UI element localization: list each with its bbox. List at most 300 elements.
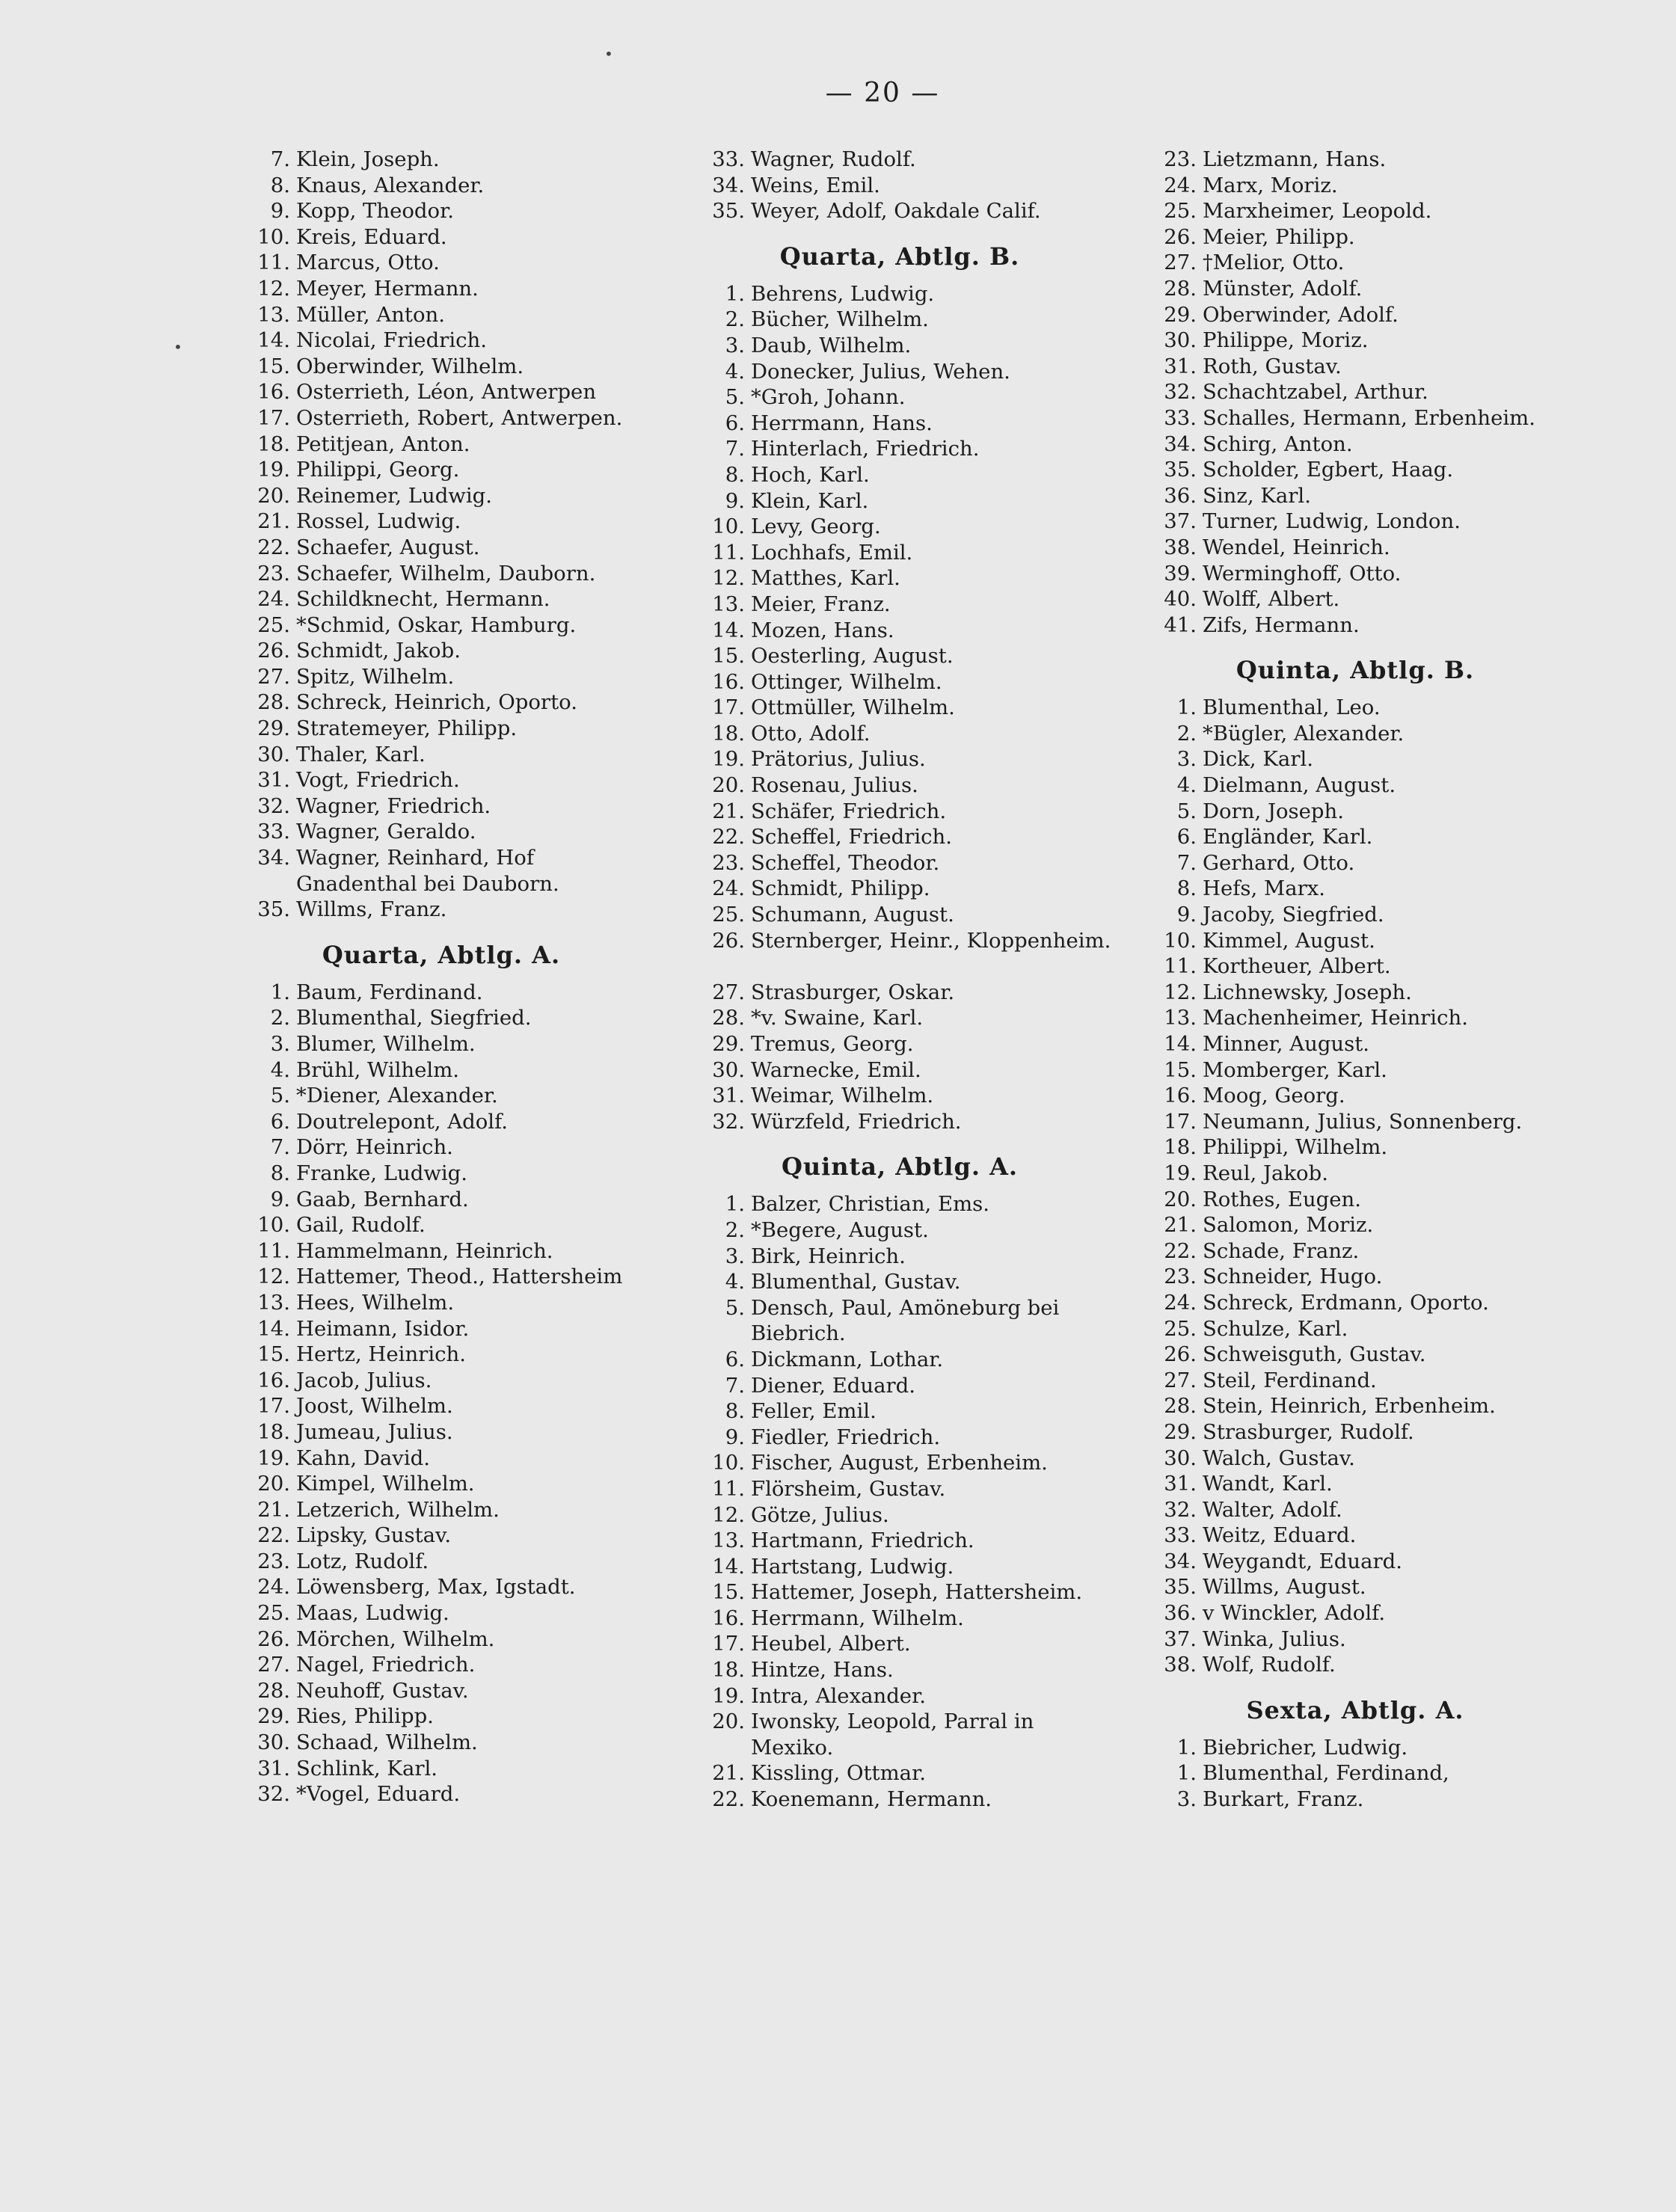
list-item xyxy=(224,1057,658,1084)
list-item xyxy=(224,586,658,612)
entry-name: Willms, Franz. xyxy=(296,897,447,922)
entry-number: 40. xyxy=(1164,587,1197,612)
list-item xyxy=(1131,509,1580,535)
list-item xyxy=(1131,721,1580,747)
entry-number: 32. xyxy=(1164,1497,1197,1522)
entry-name: Balzer, Christian, Ems. xyxy=(751,1192,990,1217)
entry-number: 27. xyxy=(257,1653,290,1677)
entry-number: 28. xyxy=(712,1006,745,1030)
entry-name: Jacob, Julius. xyxy=(296,1368,432,1392)
list-item xyxy=(1131,147,1580,173)
entry-number: 4. xyxy=(725,359,745,384)
entry-name: Steil, Ferdinand. xyxy=(1203,1368,1377,1392)
entry-number: 9. xyxy=(270,199,290,224)
list-item xyxy=(1131,612,1580,639)
entry-number: 17. xyxy=(257,405,290,430)
list-item xyxy=(679,1398,1120,1425)
entry-number: 35. xyxy=(712,199,745,224)
entry-number: 14. xyxy=(257,1316,290,1341)
entry-number: 3. xyxy=(1176,747,1197,772)
list-item xyxy=(1131,1212,1580,1238)
entry-name: *Groh, Johann. xyxy=(751,385,906,410)
list-item xyxy=(679,1347,1120,1373)
list-item xyxy=(1131,328,1580,354)
list-item xyxy=(679,1657,1120,1683)
entry-number: 32. xyxy=(712,1109,745,1134)
list-item xyxy=(1131,1787,1580,1813)
entry-number: 8. xyxy=(1176,876,1197,901)
entry-number: 8. xyxy=(725,1399,745,1424)
list-item xyxy=(679,721,1120,747)
list-item xyxy=(224,1109,658,1135)
entry-name: Lotz, Rudolf. xyxy=(296,1549,429,1573)
entry-name: Thaler, Karl. xyxy=(296,742,426,766)
entry-name: Feller, Emil. xyxy=(751,1399,877,1424)
entry-number: 30. xyxy=(1164,328,1197,353)
list-item xyxy=(224,1134,658,1161)
list-item xyxy=(224,1393,658,1419)
entry-name: Kissling, Ottmar. xyxy=(751,1761,926,1786)
entry-number: 15. xyxy=(257,1342,290,1367)
entry-name: Koenemann, Hermann. xyxy=(751,1787,992,1812)
entry-number: 23. xyxy=(257,1549,290,1573)
entry-number: 36. xyxy=(1164,483,1197,508)
list-item xyxy=(224,980,658,1006)
list-item xyxy=(1131,799,1580,825)
list-item xyxy=(1131,746,1580,772)
entry-number: 7. xyxy=(1176,850,1197,875)
entry-name: Winka, Julius. xyxy=(1203,1626,1346,1651)
list-item xyxy=(224,1730,658,1756)
entry-name: Löwensberg, Max, Igstadt. xyxy=(296,1575,576,1600)
entry-name: Marxheimer, Leopold. xyxy=(1203,199,1432,224)
entry-name: Dielmann, August. xyxy=(1203,773,1396,798)
list-item xyxy=(1131,902,1580,928)
list-item xyxy=(679,824,1120,850)
entry-name: Osterrieth, Léon, Antwerpen xyxy=(296,380,597,405)
entry-number: 21. xyxy=(712,1761,745,1786)
entry-name: Nagel, Friedrich. xyxy=(296,1653,476,1677)
entry-name: Wagner, Geraldo. xyxy=(296,820,476,844)
list-item xyxy=(224,1781,658,1807)
list-item xyxy=(679,1031,1120,1057)
entry-number: 19. xyxy=(1164,1161,1197,1185)
list-item xyxy=(224,1652,658,1678)
entry-number: 18. xyxy=(712,721,745,746)
entry-name: Scheffel, Friedrich. xyxy=(751,825,953,850)
list-item xyxy=(1131,224,1580,251)
entry-number: 17. xyxy=(712,1632,745,1656)
list-item xyxy=(679,1005,1120,1031)
entry-name: Schumann, August. xyxy=(751,903,954,927)
list-item xyxy=(1131,586,1580,612)
entry-name: Mörchen, Wilhelm. xyxy=(296,1626,495,1651)
entry-name: Wagner, Reinhard, Hof Gnadenthal bei Dauborn. xyxy=(296,846,559,896)
entry-number: 21. xyxy=(1164,1213,1197,1238)
entry-name: Schachtzabel, Arthur. xyxy=(1203,380,1428,405)
entry-number: 39. xyxy=(1164,561,1197,586)
entry-number: 5. xyxy=(1176,799,1197,823)
list-item xyxy=(1131,1264,1580,1290)
list-item xyxy=(679,1373,1120,1399)
entry-number: 25. xyxy=(1164,1316,1197,1341)
entry-number: 3. xyxy=(270,1032,290,1056)
entry-number: 22. xyxy=(1164,1238,1197,1263)
entry-name: Hammelmann, Heinrich. xyxy=(296,1238,553,1263)
entry-name: Ries, Philipp. xyxy=(296,1704,434,1729)
entry-number: 3. xyxy=(725,333,745,357)
entry-name: Daub, Wilhelm. xyxy=(751,333,912,357)
entry-name: Reinemer, Ludwig. xyxy=(296,483,492,508)
list-item xyxy=(1131,1316,1580,1342)
entry-name: Götze, Julius. xyxy=(751,1502,889,1527)
list-item xyxy=(224,1212,658,1238)
section-heading: Quinta, Abtlg. A. xyxy=(781,1152,1019,1182)
entry-number: 23. xyxy=(712,850,745,875)
entry-name: Hattemer, Joseph, Hattersheim. xyxy=(751,1580,1083,1605)
entry-number: 29. xyxy=(1164,302,1197,327)
entry-number: 5. xyxy=(270,1084,290,1108)
list-item xyxy=(679,1631,1120,1657)
list-item xyxy=(679,1191,1120,1217)
list-item xyxy=(679,592,1120,618)
list-item xyxy=(1131,1735,1580,1761)
entry-number: 31. xyxy=(257,768,290,793)
list-item xyxy=(1131,953,1580,980)
entry-number: 33. xyxy=(1164,405,1197,430)
list-item xyxy=(224,716,658,742)
entry-name: Warnecke, Emil. xyxy=(751,1057,921,1082)
entry-name: Hees, Wilhelm. xyxy=(296,1290,455,1315)
entry-name: Biebricher, Ludwig. xyxy=(1203,1735,1408,1760)
entry-number: 26. xyxy=(257,639,290,663)
entry-name: Reul, Jakob. xyxy=(1203,1161,1328,1185)
entry-number: 4. xyxy=(725,1270,745,1294)
list-item xyxy=(1131,276,1580,302)
entry-number: 4. xyxy=(270,1057,290,1082)
entry-number: 32. xyxy=(1164,380,1197,405)
list-item xyxy=(679,1057,1120,1084)
entry-number: 35. xyxy=(257,897,290,922)
entry-number: 17. xyxy=(1164,1109,1197,1134)
list-item xyxy=(1131,1626,1580,1653)
list-item xyxy=(679,281,1120,307)
list-item xyxy=(679,1244,1120,1270)
entry-number: 24. xyxy=(257,1575,290,1600)
list-item xyxy=(1131,457,1580,483)
list-item xyxy=(1131,980,1580,1006)
entry-number: 29. xyxy=(1164,1419,1197,1444)
entry-number: 10. xyxy=(257,1213,290,1238)
entry-name: Kahn, David. xyxy=(296,1446,430,1470)
entry-name: Blumenthal, Leo. xyxy=(1203,695,1381,720)
entry-number: 12. xyxy=(712,566,745,591)
entry-number: 32. xyxy=(257,793,290,818)
entry-name: *v. Swaine, Karl. xyxy=(751,1006,924,1030)
entry-number: 2. xyxy=(725,1217,745,1242)
entry-name: Rosenau, Julius. xyxy=(751,773,918,798)
list-item xyxy=(679,198,1120,224)
entry-name: Sternberger, Heinr., Kloppenheim. xyxy=(751,928,1111,953)
list-item xyxy=(224,1419,658,1446)
list-item xyxy=(224,509,658,535)
entry-name: Hertz, Heinrich. xyxy=(296,1342,466,1367)
entry-number: 22. xyxy=(257,535,290,559)
entry-name: Petitjean, Anton. xyxy=(296,431,470,456)
list-item xyxy=(224,1083,658,1109)
entry-number: 11. xyxy=(257,1238,290,1263)
entry-name: Stein, Heinrich, Erbenheim. xyxy=(1203,1394,1496,1419)
entry-name: v Winckler, Adolf. xyxy=(1203,1601,1386,1626)
list-item xyxy=(1131,250,1580,276)
entry-name: Blumer, Wilhelm. xyxy=(296,1032,476,1056)
list-item xyxy=(1131,1187,1580,1213)
entry-name: Minner, August. xyxy=(1203,1032,1370,1056)
entry-number: 11. xyxy=(257,251,290,275)
entry-name: Scholder, Egbert, Haag. xyxy=(1203,458,1454,482)
entry-name: †Melior, Otto. xyxy=(1203,251,1345,275)
entry-name: Baum, Ferdinand. xyxy=(296,980,483,1004)
list-item xyxy=(1131,1057,1580,1084)
list-item xyxy=(679,902,1120,928)
entry-name: Hefs, Marx. xyxy=(1203,876,1325,901)
entry-name: Marx, Moriz. xyxy=(1203,173,1338,197)
entry-number: 21. xyxy=(257,509,290,534)
entry-name: Marcus, Otto. xyxy=(296,251,440,275)
entry-number: 37. xyxy=(1164,509,1197,534)
entry-number: 7. xyxy=(725,1373,745,1398)
entry-number: 10. xyxy=(1164,928,1197,953)
entry-name: Wandt, Karl. xyxy=(1203,1472,1333,1496)
entry-number: 22. xyxy=(712,825,745,850)
entry-name: Vogt, Friedrich. xyxy=(296,768,460,793)
entry-name: Oesterling, August. xyxy=(751,644,954,669)
entry-name: Kopp, Theodor. xyxy=(296,199,454,224)
entry-number: 3. xyxy=(725,1244,745,1268)
entry-name: Roth, Gustav. xyxy=(1203,354,1342,378)
entry-number: 31. xyxy=(257,1756,290,1781)
list-item xyxy=(679,1760,1120,1787)
entry-name: *Begere, August. xyxy=(751,1217,929,1242)
entry-number: 6. xyxy=(725,1347,745,1371)
column-1 xyxy=(224,147,658,1807)
list-item xyxy=(679,540,1120,566)
list-item xyxy=(679,746,1120,772)
entry-number: 31. xyxy=(712,1084,745,1108)
entry-number: 2. xyxy=(725,307,745,332)
entry-number: 14. xyxy=(712,618,745,642)
entry-number: 33. xyxy=(712,147,745,171)
entry-number: 22. xyxy=(257,1523,290,1548)
entry-number: 29. xyxy=(712,1032,745,1056)
list-item xyxy=(679,1579,1120,1606)
entry-number: 13. xyxy=(257,1290,290,1315)
entry-name: Gerhard, Otto. xyxy=(1203,850,1355,875)
entry-name: Kortheuer, Albert. xyxy=(1203,954,1391,979)
list-item xyxy=(1131,483,1580,509)
entry-name: Oberwinder, Wilhelm. xyxy=(296,354,524,378)
list-item xyxy=(224,1316,658,1342)
entry-number: 22. xyxy=(712,1787,745,1812)
entry-name: Wendel, Heinrich. xyxy=(1203,535,1390,559)
list-item xyxy=(679,411,1120,437)
entry-number: 9. xyxy=(1176,903,1197,927)
list-item xyxy=(679,850,1120,876)
entry-number: 1. xyxy=(725,281,745,306)
list-item xyxy=(679,1109,1120,1135)
entry-name: Hintze, Hans. xyxy=(751,1658,894,1683)
entry-name: Lochhafs, Emil. xyxy=(751,540,913,565)
entry-number: 7. xyxy=(270,147,290,171)
entry-number: 11. xyxy=(1164,954,1197,979)
list-item xyxy=(1131,695,1580,721)
entry-name: Herrmann, Hans. xyxy=(751,411,933,435)
entry-number: 17. xyxy=(257,1394,290,1419)
entry-name: Hoch, Karl. xyxy=(751,462,870,487)
entry-name: Levy, Georg. xyxy=(751,514,881,539)
list-item xyxy=(679,333,1120,359)
entry-name: Meier, Franz. xyxy=(751,592,891,616)
entry-name: Klein, Joseph. xyxy=(296,147,440,171)
entry-number: 14. xyxy=(712,1554,745,1579)
list-item xyxy=(679,1217,1120,1244)
list-item xyxy=(224,1368,658,1394)
entry-name: Jumeau, Julius. xyxy=(296,1419,453,1444)
list-item xyxy=(1131,173,1580,199)
entry-name: Müller, Anton. xyxy=(296,302,445,327)
list-item xyxy=(679,1683,1120,1709)
entry-name: Klein, Karl. xyxy=(751,488,869,513)
entry-number: 16. xyxy=(1164,1084,1197,1108)
list-item xyxy=(224,767,658,793)
entry-number: 38. xyxy=(1164,1653,1197,1677)
list-item xyxy=(224,845,658,897)
list-item xyxy=(224,664,658,690)
entry-name: Burkart, Franz. xyxy=(1203,1787,1364,1812)
list-item xyxy=(1131,1523,1580,1549)
list-item xyxy=(1131,824,1580,850)
list-item xyxy=(679,1606,1120,1632)
entry-name: Jacoby, Siegfried. xyxy=(1203,903,1384,927)
list-item xyxy=(224,1626,658,1653)
entry-number: 15. xyxy=(712,1580,745,1605)
entry-name: Weitz, Eduard. xyxy=(1203,1523,1357,1548)
list-item xyxy=(224,1497,658,1523)
entry-name: Walch, Gustav. xyxy=(1203,1446,1355,1470)
entry-name: Schaefer, Wilhelm, Dauborn. xyxy=(296,561,596,586)
list-item xyxy=(679,1269,1120,1295)
entry-number: 16. xyxy=(257,380,290,405)
entry-name: Philippi, Wilhelm. xyxy=(1203,1135,1388,1160)
list-item xyxy=(224,431,658,458)
list-item xyxy=(224,1549,658,1575)
margin-dot: • xyxy=(174,338,182,356)
list-item xyxy=(679,1528,1120,1554)
entry-name: Kreis, Eduard. xyxy=(296,224,447,249)
list-item xyxy=(224,1446,658,1472)
entry-name: Werminghoff, Otto. xyxy=(1203,561,1402,586)
list-item xyxy=(1131,1760,1580,1787)
entry-number: 8. xyxy=(270,1161,290,1185)
entry-number: 23. xyxy=(1164,1265,1197,1289)
entry-number: 23. xyxy=(257,561,290,586)
entry-number: 19. xyxy=(712,747,745,772)
entry-number: 28. xyxy=(1164,1394,1197,1419)
entry-name: *Diener, Alexander. xyxy=(296,1084,498,1108)
list-item xyxy=(224,742,658,768)
entry-name: Hattemer, Theod., Hattersheim xyxy=(296,1265,623,1289)
list-item xyxy=(224,1005,658,1031)
entry-name: Spitz, Wilhelm. xyxy=(296,664,455,689)
entry-name: Otto, Adolf. xyxy=(751,721,871,746)
list-item xyxy=(1131,1652,1580,1678)
entry-number: 25. xyxy=(257,612,290,637)
list-item xyxy=(1131,535,1580,561)
entry-number: 23. xyxy=(1164,147,1197,171)
entry-number: 5. xyxy=(725,385,745,410)
list-item xyxy=(224,147,658,173)
entry-name: Diener, Eduard. xyxy=(751,1373,915,1398)
entry-number: 37. xyxy=(1164,1626,1197,1651)
entry-name: Meyer, Hermann. xyxy=(296,276,479,301)
list-item xyxy=(224,1471,658,1497)
list-item xyxy=(224,1264,658,1290)
entry-name: Blumenthal, Ferdinand, xyxy=(1203,1761,1449,1786)
entry-number: 18. xyxy=(1164,1135,1197,1160)
entry-name: Weins, Emil. xyxy=(751,173,880,197)
entry-number: 41. xyxy=(1164,612,1197,637)
list-item xyxy=(1131,302,1580,328)
entry-number: 29. xyxy=(257,1704,290,1729)
list-item xyxy=(224,276,658,302)
entry-name: Densch, Paul, Amöneburg bei Biebrich. xyxy=(751,1295,1060,1346)
list-item xyxy=(224,1290,658,1316)
entry-name: Schreck, Heinrich, Oporto. xyxy=(296,690,577,715)
entry-name: Schäfer, Friedrich. xyxy=(751,799,947,823)
entry-number: 21. xyxy=(257,1497,290,1522)
entry-number: 26. xyxy=(257,1626,290,1651)
entry-name: Münster, Adolf. xyxy=(1203,276,1363,301)
list-item xyxy=(224,483,658,509)
entry-number: 4. xyxy=(1176,773,1197,798)
entry-name: Wolf, Rudolf. xyxy=(1203,1653,1336,1677)
entry-number: 13. xyxy=(712,592,745,616)
entry-name: Schade, Franz. xyxy=(1203,1238,1360,1263)
entry-name: Ottmüller, Wilhelm. xyxy=(751,695,955,720)
entry-number: 14. xyxy=(1164,1032,1197,1056)
entry-name: Hartmann, Friedrich. xyxy=(751,1529,974,1553)
list-item xyxy=(1131,1109,1580,1135)
entry-number: 16. xyxy=(257,1368,290,1392)
entry-number: 1. xyxy=(1176,695,1197,720)
entry-number: 26. xyxy=(1164,1342,1197,1367)
entry-name: Momberger, Karl. xyxy=(1203,1057,1387,1082)
entry-name: Dorn, Joseph. xyxy=(1203,799,1344,823)
entry-name: Philippe, Moriz. xyxy=(1203,328,1369,353)
entry-number: 5. xyxy=(725,1295,745,1320)
list-item xyxy=(224,354,658,380)
entry-number: 15. xyxy=(1164,1057,1197,1082)
entry-number: 30. xyxy=(257,742,290,766)
list-item xyxy=(224,1031,658,1057)
entry-number: 24. xyxy=(712,876,745,901)
entry-name: Birk, Heinrich. xyxy=(751,1244,906,1268)
entry-name: Matthes, Karl. xyxy=(751,566,900,591)
entry-name: Knaus, Alexander. xyxy=(296,173,485,197)
entry-name: Schaefer, August. xyxy=(296,535,480,559)
entry-name: Blumenthal, Gustav. xyxy=(751,1270,961,1294)
entry-name: Schildknecht, Hermann. xyxy=(296,587,550,612)
